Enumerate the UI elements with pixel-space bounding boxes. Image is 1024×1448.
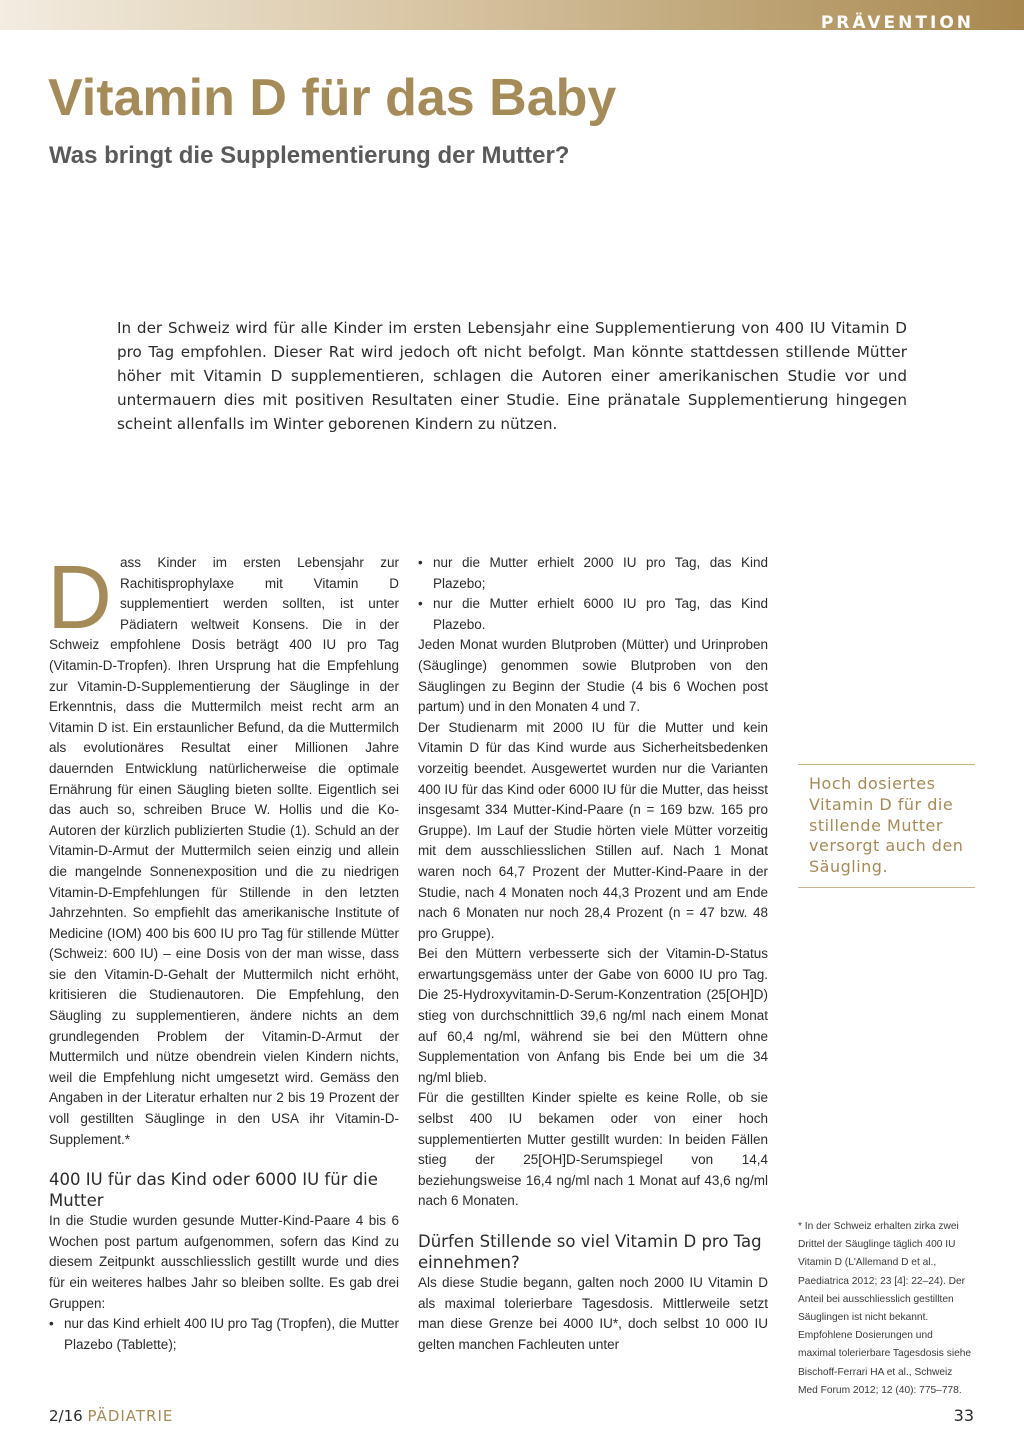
pull-quote [798,764,975,888]
group-list-continued [418,553,768,635]
group-list [49,1314,399,1355]
pull-quote-text: Hoch dosiertes Vitamin D für die stillende Mutter versorgt auch den Säugling. [809,774,964,877]
intro-text: ass Kinder im ersten Lebensjahr zur Rachitisprophylaxe mit Vitamin D supplementiert werden sollten, ist unter Pädiatern weltweit Konsens. Die in der Schweiz empfohlene Dosis beträgt 400 IU pro Tag (Vitamin-D-Tropfen). Ihren Ursprung hat die Empfehlung zur Vitamin-D-Supplementierung der Säuglinge in der Erkenntnis, dass die Muttermilch meist recht arm an Vitamin D ist. Ein erstaunlicher Befund, da die Muttermilch als evolutionäres Resultat einer Millionen Jahre dauernden Entwicklung natürlicherweise die optimale Ernährung für einen Säugling bieten sollte. Eigentlich sei das auch so, schreiben Bruce W. Hollis und die Ko-Autoren der kürzlich publizierten Studie (1). Schuld an der Vitamin-D-Armut der Muttermilch seien einzig und allein die mangelnde Sonnenexposition und die zu niedrigen Vitamin-D-Empfehlungen für Stillende in den letzten Jahrzehnten. So empfiehlt das amerikanische Institute of Medicine (IOM) 400 bis 600 IU pro Tag für stillende Mütter (Schweiz: 600 IU) – eine Dosis von der man wisse, dass sie den Vitamin-D-Gehalt der Muttermilch nicht erhöht, kritisieren die Studienautoren. Die Empfehlung, den Säugling zu supplementieren, ändere nichts an dem grundlegenden Problem der Vitamin-D-Armut der Muttermilch und nütze obendrein vielen Kindern nichts, weil die Empfehlung nicht umgesetzt wird. Gemäss den Angaben in der Literatur erhalten nur 2 bis 19 Prozent der voll gestillten Säuglinge in den USA ihr Vitamin-D-Supplement.* [49,555,399,1147]
drop-cap: D [47,548,112,648]
study-paragraph: In die Studie wurden gesunde Mutter-Kind-Paare 4 bis 6 Wochen post partum aufgenommen, sofern das Kind zu diesem Zeitpunkt ausschliesslich gestillt wurde und dies für ein weiteres halbes Jahr so bleiben sollte. Es gab drei Gruppen: [49,1213,399,1311]
footnote: * In der Schweiz erhalten zirka zwei Drittel der Säuglinge täglich 400 IU Vitamin D (L'Allemand D et al., Paediatrica 2012; 23 [4]: 22–24). Der Anteil bei ausschliesslich gestillten Säuglingen ist nicht bekannt. Empfohlene Dosierungen und maximal tolerierbare Tagesdosis siehe Bischoff-Ferrari HA et al., Schweiz Med Forum 2012; 12 (40): 775–778. [798,1221,972,1396]
children-paragraph: Für die gestillten Kinder spielte es keine Rolle, ob sie selbst 400 IU bekamen oder von einer hoch supplementierten Mutter gestillt wurden: In beiden Fällen stieg der 25[OH]D-Serumspiegel von 14,4 beziehungsweise 16,4 ng/ml nach 1 Monat auf 43,6 ng/ml nach 6 Monaten. [418,1090,768,1209]
page-number: 33 [953,1406,974,1425]
list-item: • nur das Kind erhielt 400 IU pro Tag (Tropfen), die Mutter Plazebo (Tablette); [49,1314,399,1355]
limit-paragraph: Als diese Studie begann, galten noch 2000 IU Vitamin D als maximal tolerierbare Tagesdosis. Mittlerweile setzt man diese Grenze bei 4000 IU*, doch selbst 10 000 IU gelten manchen Fachleuten unter [418,1275,768,1352]
mothers-paragraph: Bei den Müttern verbesserte sich der Vitamin-D-Status erwartungsgemäss unter der Gabe von 6000 IU pro Tag. Die 25-Hydroxyvitamin-D-Serum-Konzentration (25[OH]D) stieg von durchschnittlich 39,6 ng/ml nach einem Monat auf 60,4 ng/ml, während sie bei den Müttern ohne Supplementation von Anfang bis Ende bei um die 34 ng/ml blieb. [418,946,768,1085]
list-item: • nur die Mutter erhielt 2000 IU pro Tag, das Kind Plazebo; [418,553,768,594]
issue-number: 2/16 [49,1407,83,1425]
samples-paragraph: Jeden Monat wurden Blutproben (Mütter) und Urinproben (Säuglinge) genommen sowie Blutproben von den Säuglingen zu Beginn der Studie (4 bis 6 Wochen post partum) und in den Monaten 4 und 7. [418,637,768,715]
intro-paragraph [47,548,399,1150]
section-heading-dosage: Dürfen Stillende so viel Vitamin D pro Tag einnehmen? [418,1232,762,1272]
study-arm-paragraph: Der Studienarm mit 2000 IU für die Mutter und kein Vitamin D für das Kind wurde aus Sicherheitsbedenken vorzeitig beendet. Ausgewertet wurden nur die Varianten 400 IU für das Kind oder 6000 IU für die Mutter, das heisst insgesamt 334 Mutter-Kind-Paare (n = 169 bzw. 165 pro Gruppe). Im Lauf der Studie hörten viele Mütter vorzeitig mit dem ausschliesslichen Stillen auf. Nach 1 Monat waren noch 64,7 Prozent der Mutter-Kind-Paare in der Studie, nach 4 Monaten noch 44,3 Prozent und am Ende nach 6 Monaten nur noch 28,4 Prozent (n = 47 bzw. 48 pro Gruppe). [418,719,768,941]
footer-issue [49,1406,173,1426]
column-middle [418,553,768,1355]
section-label: PRÄVENTION [820,13,974,33]
list-item: • nur die Mutter erhielt 6000 IU pro Tag, das Kind Plazebo. [418,594,768,635]
article-lead: In der Schweiz wird für alle Kinder im ersten Lebensjahr eine Supplementierung von 400 IU Vitamin D pro Tag empfohlen. Dieser Rat wird jedoch oft nicht befolgt. Man könnte stattdessen stillende Mütter höher mit Vitamin D supplementieren, schlagen die Autoren einer amerikanischen Studie vor und untermauern dies mit positiven Resultaten einer Studie. Eine pränatale Supplementierung hingegen scheint allenfalls im Winter geborenen Kindern zu nützen. [117,319,907,433]
section-heading-study: 400 IU für das Kind oder 6000 IU für die Mutter [49,1170,378,1210]
magazine-name: PÄDIATRIE [87,1407,174,1425]
article-subtitle: Was bringt die Supplementierung der Mutter? [49,142,570,169]
column-left [47,548,399,1355]
article-title: Vitamin D für das Baby [48,69,617,127]
